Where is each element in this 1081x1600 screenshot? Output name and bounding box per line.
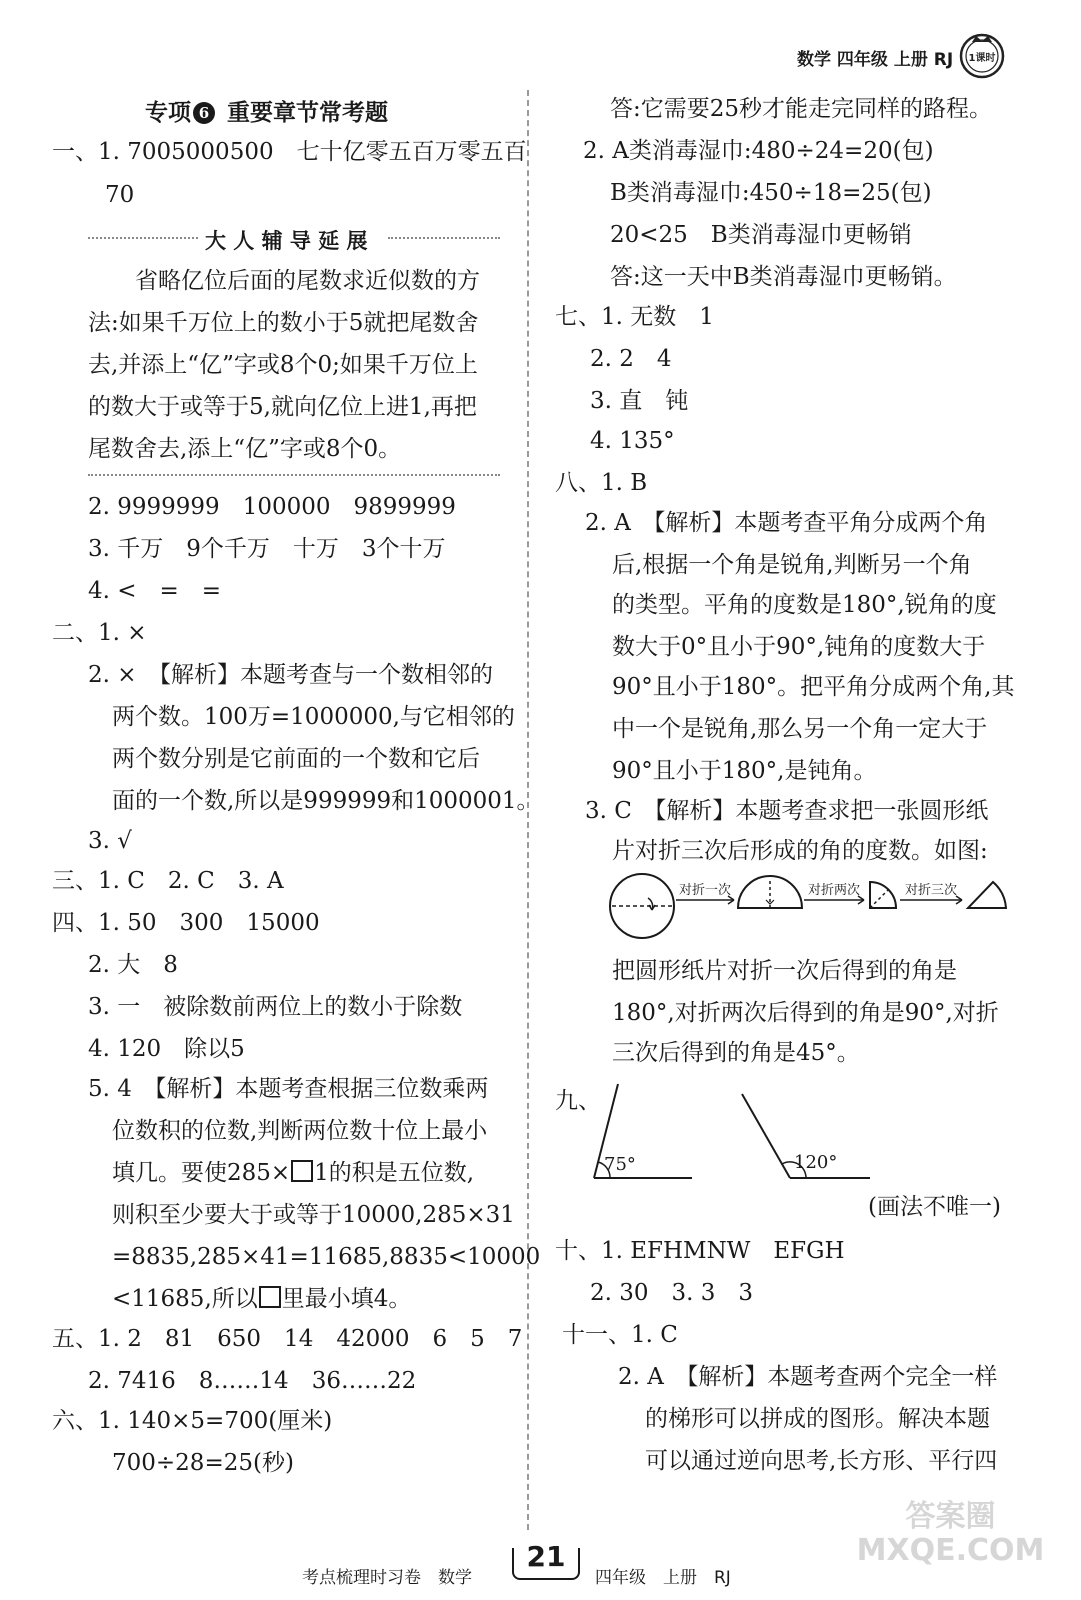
answer-2-2-line: 两个数。100万=1000000,与它相邻的 bbox=[112, 704, 515, 730]
answer-2-2: 2. × 【解析】本题考查与一个数相邻的 bbox=[88, 662, 494, 688]
full-circle-shape bbox=[610, 874, 674, 938]
answer-8-2-line: 90°且小于180°,是钝角。 bbox=[612, 758, 877, 784]
answer-8-3-line: 把圆形纸片对折一次后得到的角是 bbox=[612, 958, 957, 984]
answer-4-5-line: 位数积的位数,判断两位数十位上最小 bbox=[112, 1118, 488, 1144]
footer-book-title: 考点梳理时习卷 数学 bbox=[302, 1568, 472, 1588]
tip-box-title: 大 人 辅 导 延 展 bbox=[205, 228, 368, 253]
paper-folding-diagram bbox=[608, 870, 1008, 946]
tip-line: 法:如果千万位上的数小于5就把尾数舍 bbox=[88, 310, 479, 336]
answer-8-2-line: 的类型。平角的度数是180°,锐角的度 bbox=[612, 592, 997, 618]
answer-6-2-line: 答:这一天中B类消毒湿巾更畅销。 bbox=[610, 264, 957, 290]
angle-drawings bbox=[580, 1080, 880, 1184]
answer-7-2: 2. 2 4 bbox=[590, 346, 672, 372]
answer-6-2-line: 20<25 B类消毒湿巾更畅销 bbox=[610, 222, 912, 248]
answer-4-4: 4. 120 除以5 bbox=[88, 1036, 245, 1062]
watermark: 答案圈 MXQE.COM bbox=[856, 1499, 1045, 1568]
answer-2-1: 二、1. × bbox=[52, 620, 147, 646]
answer-4-5-line: =8835,285×41=11685,8835<10000 bbox=[112, 1244, 541, 1270]
answer-7-3: 3. 直 钝 bbox=[590, 388, 689, 414]
svg-text:1课时: 1课时 bbox=[968, 53, 996, 64]
answer-9-label: 九、 bbox=[555, 1088, 601, 1114]
answer-10-2: 2. 30 3. 3 3 bbox=[590, 1280, 754, 1306]
tip-line: 省略亿位后面的尾数求近似数的方 bbox=[135, 268, 480, 294]
answer-6-2: 2. A类消毒湿巾:480÷24=20(包) bbox=[583, 138, 934, 164]
answer-8-3-line: 180°,对折两次后得到的角是90°,对折 bbox=[612, 1000, 999, 1026]
section-title-prefix: 专项 bbox=[145, 99, 191, 126]
answer-11-1: 十一、1. C bbox=[562, 1322, 678, 1348]
angle-75-label: 75° bbox=[604, 1154, 636, 1175]
answer-4-5: 5. 4 【解析】本题考查根据三位数乘两 bbox=[88, 1076, 489, 1102]
answer-3: 三、1. C 2. C 3. A bbox=[52, 868, 284, 894]
blank-box bbox=[291, 1160, 313, 1182]
answer-4-5-line: <11685,所以 里最小填4。 bbox=[112, 1286, 412, 1312]
fold-label-1: 对折一次 bbox=[678, 883, 732, 898]
answer-8-1: 八、1. B bbox=[555, 470, 648, 496]
tip-line: 的数大于或等于5,就向亿位上进1,再把 bbox=[88, 394, 477, 420]
answer-10-1: 十、1. EFHMNW EFGH bbox=[555, 1238, 845, 1264]
answer-7-1: 七、1. 无数 1 bbox=[555, 304, 714, 330]
fold-label-3: 对折三次 bbox=[904, 883, 958, 898]
section-title-main: 重要章节常考题 bbox=[227, 99, 388, 126]
answer-8-3-line: 片对折三次后形成的角的度数。如图: bbox=[612, 838, 988, 864]
answer-4-1: 四、1. 50 300 15000 bbox=[52, 910, 320, 936]
answer-4-5-line: 则积至少要大于或等于10000,285×31 bbox=[112, 1202, 515, 1228]
quarter-circle-shape bbox=[870, 882, 896, 908]
answer-11-2: 2. A 【解析】本题考查两个完全一样 bbox=[618, 1364, 998, 1390]
answer-4-3: 3. 一 被除数前两位上的数小于除数 bbox=[88, 994, 463, 1020]
answer-8-3-line: 三次后得到的角是45°。 bbox=[612, 1040, 860, 1066]
answer-8-2: 2. A 【解析】本题考查平角分成两个角 bbox=[585, 510, 988, 536]
answer-8-2-line: 中一个是锐角,那么另一个角一定大于 bbox=[612, 716, 988, 742]
answer-2-3: 3. √ bbox=[88, 828, 132, 854]
answer-6-1-conclusion: 答:它需要25秒才能走完同样的路程。 bbox=[610, 96, 993, 122]
angle-120-label: 120° bbox=[794, 1152, 838, 1173]
answer-11-2-line: 可以通过逆向思考,长方形、平行四 bbox=[645, 1448, 998, 1474]
answer-6-1: 六、1. 140×5=700(厘米) bbox=[52, 1408, 333, 1434]
answer-9-note: (画法不唯一) bbox=[868, 1194, 1001, 1220]
answer-4-5-line: 填几。要使285× 1的积是五位数, bbox=[112, 1160, 475, 1186]
eighth-circle-shape bbox=[968, 882, 1006, 908]
answer-7-4: 4. 135° bbox=[590, 428, 675, 454]
header-subject-grade: 数学 四年级 上册 RJ bbox=[797, 50, 954, 70]
fold-label-2: 对折两次 bbox=[807, 883, 861, 898]
page-number: 21 bbox=[526, 1540, 566, 1573]
tip-box-bottom-rule bbox=[88, 474, 500, 476]
tip-box-rule-right bbox=[388, 237, 500, 239]
answer-6-1-line: 700÷28=25(秒) bbox=[112, 1450, 294, 1476]
tip-line: 去,并添上“亿”字或8个0;如果千万位上 bbox=[88, 352, 478, 378]
angle-75-drawing bbox=[594, 1084, 692, 1178]
answer-8-3: 3. C 【解析】本题考查求把一张圆形纸 bbox=[585, 798, 989, 824]
blank-box bbox=[259, 1286, 281, 1308]
answer-1-4: 4. < = = bbox=[88, 578, 222, 604]
answer-8-2-line: 数大于0°且小于90°,钝角的度数大于 bbox=[612, 634, 986, 660]
half-circle-shape bbox=[738, 876, 802, 908]
answer-2-2-line: 两个数分别是它前面的一个数和它后 bbox=[112, 746, 480, 772]
answer-1-1: 一、1. 7005000500 七十亿零五百万零五百 bbox=[52, 139, 527, 165]
answer-8-2-line: 90°且小于180°。把平角分成两个角,其 bbox=[612, 674, 1015, 700]
footer-grade: 四年级 上册 RJ bbox=[595, 1568, 731, 1588]
section-number-badge: 6 bbox=[193, 102, 215, 124]
answer-5-2: 2. 7416 8……14 36……22 bbox=[88, 1368, 417, 1394]
answer-1-2: 2. 9999999 100000 9899999 bbox=[88, 494, 456, 520]
section-title bbox=[145, 94, 388, 127]
answer-5-1: 五、1. 2 81 650 14 42000 6 5 7 bbox=[52, 1326, 523, 1352]
publisher-logo bbox=[958, 32, 1006, 80]
angle-120-drawing bbox=[742, 1094, 870, 1178]
answer-2-2-line: 面的一个数,所以是999999和1000001。 bbox=[112, 788, 540, 814]
answer-6-2-line: B类消毒湿巾:450÷18=25(包) bbox=[610, 180, 932, 206]
answer-4-2: 2. 大 8 bbox=[88, 952, 178, 978]
tip-box-rule-left bbox=[88, 237, 198, 239]
answer-11-2-line: 的梯形可以拼成的图形。解决本题 bbox=[645, 1406, 990, 1432]
answer-1-1-cont: 70 bbox=[105, 182, 135, 208]
tip-line: 尾数舍去,添上“亿”字或8个0。 bbox=[88, 436, 402, 462]
answer-8-2-line: 后,根据一个角是锐角,判断另一个角 bbox=[612, 552, 972, 578]
answer-1-3: 3. 千万 9个千万 十万 3个十万 bbox=[88, 536, 446, 562]
